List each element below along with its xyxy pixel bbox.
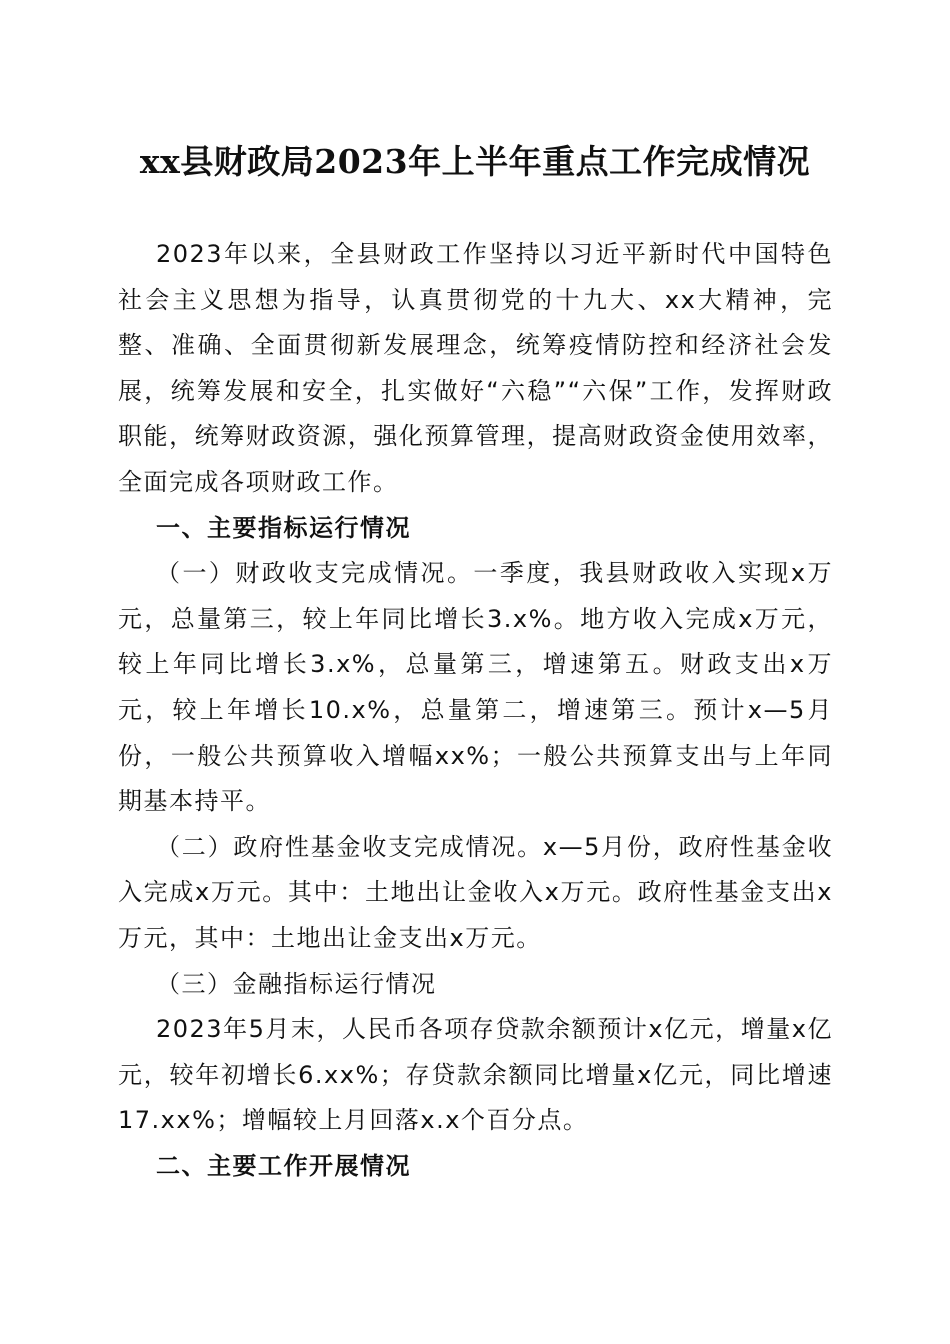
subsection-paragraph-2: （二）政府性基金收支完成情况。x—5月份，政府性基金收入完成x万元。其中：土地出让金收入x万元。政府性基金支出x万元，其中：土地出让金支出x万元。 xyxy=(118,832,833,952)
subsection-heading-3: （三）金融指标运行情况 xyxy=(156,969,437,998)
intro-paragraph: 2023年以来，全县财政工作坚持以习近平新时代中国特色社会主义思想为指导，认真贯彻党的十九大、xx大精神，完整、准确、全面贯彻新发展理念，统筹疫情防控和经济社会发展，统筹发展和安全，扎实做好“六稳”“六保”工作，发挥财政职能，统筹财政资源，强化预算管理，提高财政资金使用效率，全面完成各项财政工作。 xyxy=(118,240,833,496)
document-body xyxy=(118,232,833,1189)
financial-indicators-paragraph: 2023年5月末，人民币各项存贷款余额预计x亿元，增量x亿元，较年初增长6.xx%；存贷款余额同比增量x亿元，同比增速17.xx%；增幅较上月回落x.x个百分点。 xyxy=(118,1015,833,1135)
section-heading-1: 一、主要指标运行情况 xyxy=(156,513,411,542)
section-heading-2: 二、主要工作开展情况 xyxy=(156,1151,411,1180)
document-title: xx县财政局2023年上半年重点工作完成情况 xyxy=(139,142,811,181)
subsection-paragraph-1: （一）财政收支完成情况。一季度，我县财政收入实现x万元，总量第三，较上年同比增长3.x%。地方收入完成x万元，较上年同比增长3.x%，总量第三，增速第五。财政支出x万元，较上年增长10.x%，总量第二，增速第三。预计x—5月份，一般公共预算收入增幅xx%；一般公共预算支出与上年同期基本持平。 xyxy=(118,559,833,816)
